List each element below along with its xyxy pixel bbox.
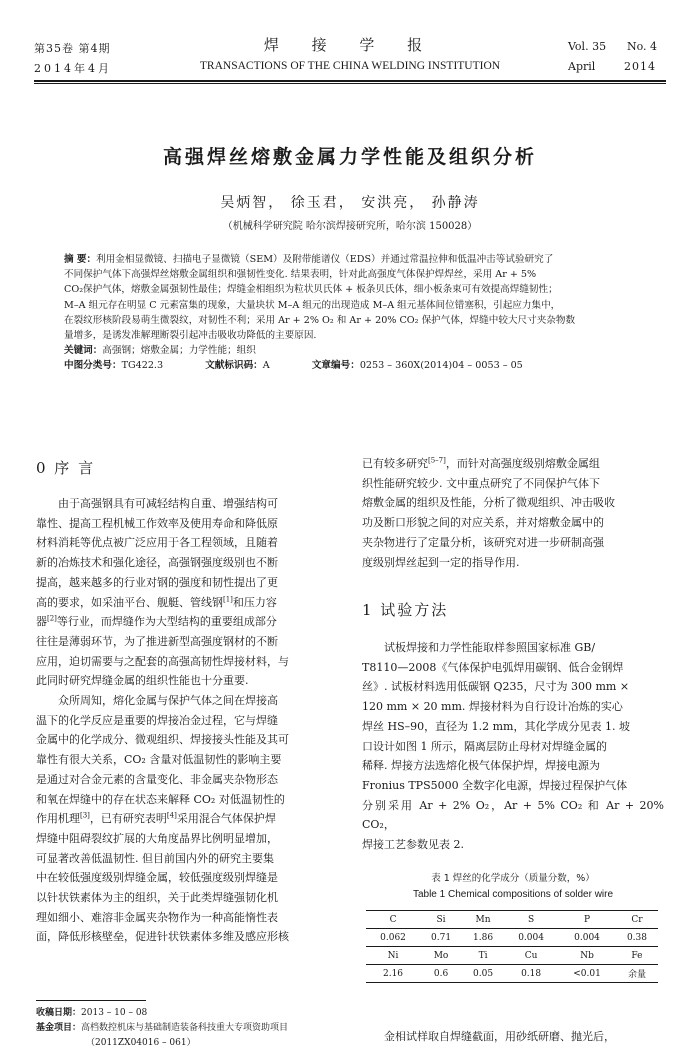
citation: [3] — [80, 811, 90, 820]
header-no-en: No. 4 — [627, 40, 658, 53]
abstract-line: 摘 要：利用金相显微镜、扫描电子显微镜（SEM）及附带能谱仪（EDS）并通过常温拉伸和低温冲击等试验研究了 — [64, 254, 554, 265]
text-line: 分别采用 Ar + 2% O₂，Ar + 5% CO₂ 和 Ar + 20% CO₂， — [362, 798, 664, 832]
table-cell: Mo — [433, 950, 449, 961]
text-line: 材料消耗等优点被广泛应用于各工程领域，且随着 — [36, 536, 278, 550]
text-line: 金属中的化学成分、微观组织、焊接接头性能及其可 — [36, 733, 289, 747]
article-no-label: 文章编号： — [311, 360, 360, 372]
classification-line — [64, 358, 636, 373]
doc-code-value: A — [262, 360, 270, 372]
table-cell: 0.004 — [574, 932, 600, 943]
section-1-heading: 1 试验方法 — [362, 601, 449, 619]
text-line: 金相试样取自焊缝截面，用砂纸研磨、抛光后， — [384, 1030, 615, 1043]
header-date: 2014年4月 — [34, 62, 112, 75]
table-cell: Cu — [524, 950, 538, 961]
text-line: 理如细小、难溶非金属夹杂物作为一种高能惰性表 — [36, 910, 278, 924]
text-line: 此同时研究焊缝金属的组织性能也十分重要. — [36, 674, 249, 688]
citation: [2] — [47, 614, 57, 623]
table-cell: <0.01 — [573, 968, 601, 979]
table-cell: Fe — [631, 950, 643, 961]
text-line: 高的要求，如采油平台、舰艇、管线钢[1]和压力容 — [36, 594, 277, 609]
text-line: Fronius TPS5000 全数字化电源，焊接过程保护气体 — [362, 778, 628, 792]
table-cell: 1.86 — [473, 932, 494, 943]
funding-number: （2011ZX04016 – 061） — [86, 1038, 196, 1048]
text-line: 和氧在焊缝中的存在状态来解释 CO₂ 对低温韧性的 — [36, 792, 285, 806]
doc-code-label: 文献标识码： — [205, 360, 263, 372]
text-line: 众所周知，熔化金属与保护气体之间在焊接高 — [58, 694, 278, 708]
text-line: 是通过对合金元素的含量变化、非金属夹杂物形态 — [36, 772, 278, 786]
table-row — [366, 929, 658, 947]
header-rule — [34, 80, 666, 82]
text-line: 试板焊接和力学性能取样参照国家标准 GB/ — [384, 641, 596, 654]
table-cell: Si — [436, 914, 446, 925]
table-cell: Ti — [478, 950, 488, 961]
text-line: 熔敷金属的组织及性能，分析了微观组织、冲击吸收 — [362, 496, 615, 510]
text-line: 以针状铁素体为主的组织，关于此类焊缝强韧化机 — [36, 891, 278, 905]
text-line: 焊缝中阻碍裂纹扩展的大角度晶界比例明显增加， — [36, 831, 278, 845]
clc-label: 中图分类号： — [64, 360, 122, 372]
table-cell: S — [528, 914, 535, 925]
article-no-value: 0253 – 360X(2014)04 – 0053 – 05 — [359, 360, 523, 372]
abstract-line: M–A 组元存在明显 C 元素富集的现象，大量块状 M–A 组元的出现造成 M–A 组元基体间位错塞积，引起应力集中， — [64, 299, 561, 311]
text-line: 功及断口形貌之间的对应关系，并对熔敷金属中的 — [362, 516, 604, 530]
table-cell: C — [389, 914, 397, 925]
table-cell: 余量 — [627, 970, 646, 980]
table-cell: Ni — [387, 950, 399, 961]
funding: 基金项目：高档数控机床与基础制造装备科技重大专项资助项目 — [36, 1023, 289, 1033]
journal-title-en: TRANSACTIONS OF THE CHINA WELDING INSTITUTION — [199, 60, 501, 72]
abstract-line: 量增多，是诱发准解理断裂引起冲击吸收功降低的主要原因. — [64, 330, 317, 342]
text-line: 织性能研究较少. 文中重点研究了不同保护气体下 — [362, 476, 600, 490]
text-line: 稀释. 焊接方法选熔化极气体保护焊，焊接电源为 — [362, 759, 600, 773]
table-cell: 0.05 — [473, 968, 494, 979]
text-line: 新的冶炼技术和强化途径，高强钢强度级别也不断 — [36, 556, 278, 570]
journal-title-cn: 焊 接 学 报 — [263, 36, 437, 54]
citation: [1] — [223, 594, 233, 603]
table-cell: 0.6 — [433, 968, 449, 979]
abstract-line: 在裂纹形核阶段易萌生微裂纹，对韧性不利；采用 Ar + 2% O₂ 和 Ar + 20% CO₂ 保护气体，焊缝中较大尺寸夹杂物数 — [64, 314, 576, 326]
table-cell: 0.38 — [626, 932, 647, 943]
text-line: 面，降低形核壁垒，促进针状铁素体多维及感应形核 — [36, 930, 289, 944]
text-line: 120 mm × 20 mm. 焊接材料为自行设计冶炼的实心 — [362, 700, 623, 714]
keywords: 高强钢；熔敷金属；力学性能；组织 — [102, 345, 256, 357]
footnote-rule — [36, 1000, 146, 1001]
text-line: 丝》. 试板材料选用低碳钢 Q235，尺寸为 300 mm × — [362, 680, 630, 694]
table-row — [366, 965, 658, 983]
paper-affiliation: （机械科学研究院 哈尔滨焊接研究所，哈尔滨 150028） — [222, 221, 478, 232]
table-cell: P — [583, 914, 591, 925]
text-line: 靠性、提高工程机械工作效率及使用寿命和降低原 — [36, 516, 278, 530]
table-cell: 2.16 — [382, 968, 404, 979]
text-line: 温下的化学反应是重要的焊接冶金过程，它与焊缝 — [36, 713, 278, 727]
table-cell: 0.062 — [380, 932, 406, 943]
abstract-line: CO₂保护气体，熔敷金属强韧性最佳；焊缝金相组织为粒状贝氏体 + 板条贝氏体，细小板条束可有效提高焊缝韧性； — [64, 284, 558, 296]
text-line: 应用，迫切需要与之配套的高强高韧性焊接材料，与 — [36, 654, 289, 668]
citation: [4] — [166, 811, 177, 820]
section-0-body — [36, 494, 338, 947]
text-line: 器[2]等行业，而焊缝作为大型结构的重要组成部分 — [36, 614, 277, 629]
table-caption-en: Table 1 Chemical compositions of solder wire — [412, 889, 614, 900]
text-line: 可显著改善低温韧性. 但目前国内外的研究主要集 — [36, 851, 274, 865]
section-1-body — [362, 638, 664, 855]
text-line: 夹杂物进行了定量分析，该研究对进一步研制高强 — [362, 535, 604, 549]
section-0-heading: 0 序 言 — [36, 459, 96, 477]
footnote — [36, 1006, 346, 1051]
text-line: 作用机理[3]，已有研究表明[4]采用混合气体保护焊 — [36, 811, 276, 826]
table-cell: 0.71 — [431, 932, 452, 943]
header-month-en: April — [568, 60, 596, 73]
text-line: 提高，越来越多的行业对钢的强度和韧性提出了更 — [36, 575, 278, 589]
table-header-row — [366, 911, 658, 929]
composition-table — [366, 910, 658, 983]
text-line: 靠性有很大关系，CO₂ 含量对低温韧性的影响主要 — [36, 753, 282, 767]
text-line: 已有较多研究[5–7]，而针对高强度级别熔敷金属组 — [362, 456, 600, 470]
abstract-line: 不同保护气体下高强焊丝熔敷金属组织和强韧性变化. 结果表明，针对此高强度气体保护焊焊丝，采用 Ar + 5% — [64, 269, 537, 281]
table-cell: Cr — [631, 914, 643, 925]
header-rule-thin — [34, 83, 666, 84]
abstract-label: 摘 要： — [64, 254, 97, 265]
table-cell: 0.004 — [518, 932, 544, 943]
text-line: 往往是薄弱环节，为了推进新型高强度钢材的不断 — [36, 634, 278, 648]
text-line: T8110—2008《气体保护电弧焊用碳钢、低合金钢焊 — [362, 660, 624, 674]
keywords-label: 关键词： — [64, 345, 103, 357]
right-intro — [362, 454, 664, 572]
table-caption-cn: 表 1 焊丝的化学成分（质量分数，%） — [431, 873, 595, 884]
table-cell: 0.18 — [521, 968, 542, 979]
paper-title: 高强焊丝熔敷金属力学性能及组织分析 — [162, 146, 537, 168]
text-line: 焊丝 HS–90，直径为 1.2 mm，其化学成分见表 1. 坡 — [362, 719, 630, 733]
header-year-en: 2014 — [624, 60, 656, 73]
text-line: 度级别焊丝起到一定的指导作用. — [362, 555, 520, 569]
paper-authors: 吴炳智， 徐玉君， 安洪亮， 孙静涛 — [220, 195, 480, 211]
keywords-line — [64, 343, 636, 358]
text-line: 由于高强钢具有可减轻结构自重、增强结构可 — [58, 497, 278, 510]
header-volume: 第35卷 第4期 — [34, 42, 111, 55]
text-line: 中在较低强度级别焊缝金属，较低强度级别焊缝是 — [36, 871, 278, 885]
table-cell: Nb — [580, 950, 594, 961]
citation: [5–7] — [428, 456, 446, 465]
received-date: 收稿日期：2013 – 10 – 08 — [36, 1008, 148, 1018]
text-line: 口设计如图 1 所示，隔离层防止母材对焊缝金属的 — [362, 739, 607, 753]
abstract — [64, 252, 636, 374]
text-line: 焊接工艺参数见表 2. — [362, 838, 464, 852]
table-cell: Mn — [475, 914, 491, 925]
header-vol-en: Vol. 35 — [568, 40, 607, 53]
table-header-row — [366, 947, 658, 965]
clc-value: TG422.3 — [121, 360, 164, 372]
